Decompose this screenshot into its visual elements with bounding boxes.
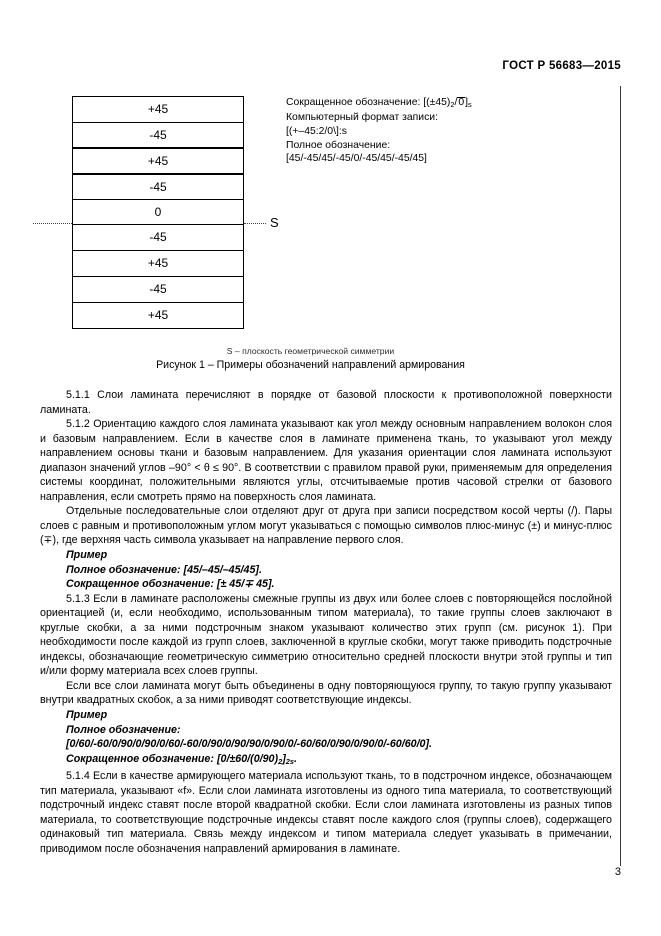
- full-notation-value: [45/-45/45/-45/0/-45/45/-45/45]: [286, 153, 427, 165]
- example-1-heading: Пример: [66, 549, 108, 562]
- short-notation-value: $[(\pm 45)_2/0]_s$: [423, 97, 472, 109]
- body-text: [40, 388, 612, 856]
- example-2-heading: Пример: [66, 709, 108, 722]
- example-1-full-notation: Полное обозначение: [45/–45/–45/45].: [66, 563, 262, 576]
- short-notation-line: [286, 96, 472, 111]
- ply-layer: +45: [73, 97, 243, 123]
- ply-layer-midplane: 0: [73, 200, 243, 226]
- example-2-short-label: Сокращенное обозначение:: [66, 752, 214, 765]
- ply-layer: -45: [73, 123, 243, 149]
- symmetry-line-right: [244, 223, 266, 224]
- example-2-short-value: $[0/\pm 60/(0/90)_2]_{2s}$.: [216, 752, 297, 766]
- paragraph-all-plies-group: Если все слои ламината могут быть объединены в одну повторяющуюся группу, то такую группу указывают внутри квадратных скобок, а за ними приводят соответствующие индексы.: [40, 679, 612, 707]
- paragraph-5-1-2: 5.1.2 Ориентацию каждого слоя ламината указывают как угол между основным направлением волокон слоя и базовым направлением. Если в качестве слоя в ламинате применена ткань, то указывают угол между направлением основы ткани и базовым направлением. Для указания ориентации слоя ламината используют диапазон значений углов –90° < θ ≤ 90°. В соответствии с правилом правой руки, применяемым для определения системы координат, положительными являются углы, отсчитываемые против часовой стрелки от базового направления, если смотреть прямо на поверхность слоя ламината.: [40, 418, 612, 503]
- figure-symmetry-note: S – плоскость геометрической симметрии: [226, 346, 395, 356]
- example-2-full-value: [0/60/-60/0/90/0/90/0/60/-60/0/90/0/90/90/0/90/0/-60/60/0/90/0/90/0/-60/60/0].: [66, 738, 433, 751]
- ply-layer: -45: [73, 277, 243, 303]
- laminate-stack-border: [72, 96, 244, 329]
- ply-layer: -45: [73, 174, 243, 200]
- computer-format-label: Компьютерный формат записи:: [286, 112, 438, 124]
- figure-caption: Рисунок 1 – Примеры обозначений направлений армирования: [156, 359, 465, 371]
- paragraph-5-1-4: 5.1.4 Если в качестве армирующего материала используют ткань, то в подстрочном индексе, обозначающем тип материала, указывают «f». Если слои ламината изготовлены из одного типа материала, то соответствующий подстрочный индекс ставят после второй квадратной скобки. Если слои ламината изготовлены из разных типов материала, то соответствующие подстрочные индексы ставят после каждого слоя (группы слоев), содержащего одинаковый тип материала. Связь между индексом и типом материала следует указывать в примечании, приводимом после обозначения направлений армирования в ламинате.: [40, 770, 612, 855]
- ply-layer: +45: [73, 148, 243, 174]
- example-2-full-label: Полное обозначение:: [66, 723, 181, 736]
- ply-layer: +45: [73, 303, 243, 329]
- paragraph-separators: Отдельные последовательные слои отделяют друг от друга при записи посредством косой черты (/). Пары слоев с равным и противоположным углом могут указываться с помощью символов плюс-минус (±) и минус-плюс (∓), где верхняя часть символа указывает на направление первого слоя.: [40, 505, 612, 547]
- short-notation-label: Сокращенное обозначение:: [286, 97, 421, 108]
- symmetry-plane-label: S: [270, 215, 279, 230]
- ply-layer: -45: [73, 225, 243, 251]
- standard-number-header: ГОСТ Р 56683—2015: [502, 60, 621, 72]
- paragraph-5-1-1: 5.1.1 Слои ламината перечисляют в порядке от базовой плоскости к противоположной поверхности ламината.: [40, 389, 612, 416]
- example-2-short-line: [40, 752, 612, 769]
- symmetry-line-left: [33, 223, 72, 224]
- computer-format-value: [(+–45:2/0\]:s: [286, 126, 347, 138]
- page-number: 3: [614, 866, 621, 878]
- ply-layer: +45: [73, 251, 243, 277]
- full-notation-label: Полное обозначение:: [286, 139, 391, 151]
- page-edge-rule: [620, 86, 621, 866]
- paragraph-5-1-3: 5.1.3 Если в ламинате расположены смежные группы из двух или более слоев с повторяющейся послойной ориентацией (и, если необходимо, использованным типом материала), то такие группы слоев заключают в круглые скобки, а за ними подстрочным знаком указывают количество этих групп (см. рисунок 1). При необходимости после каждой из групп слоев, заключенной в круглые скобки, могут также приводить подстрочные индексы, обозначающие геометрическую симметрию относительно средней плоскости внутри этой группы и тип и/или форму материала всех слоев группы.: [40, 592, 612, 678]
- laminate-stack: [72, 96, 244, 329]
- example-1-short-notation: Сокращенное обозначение: [± 45/∓ 45].: [66, 578, 275, 591]
- notation-block: [286, 96, 472, 166]
